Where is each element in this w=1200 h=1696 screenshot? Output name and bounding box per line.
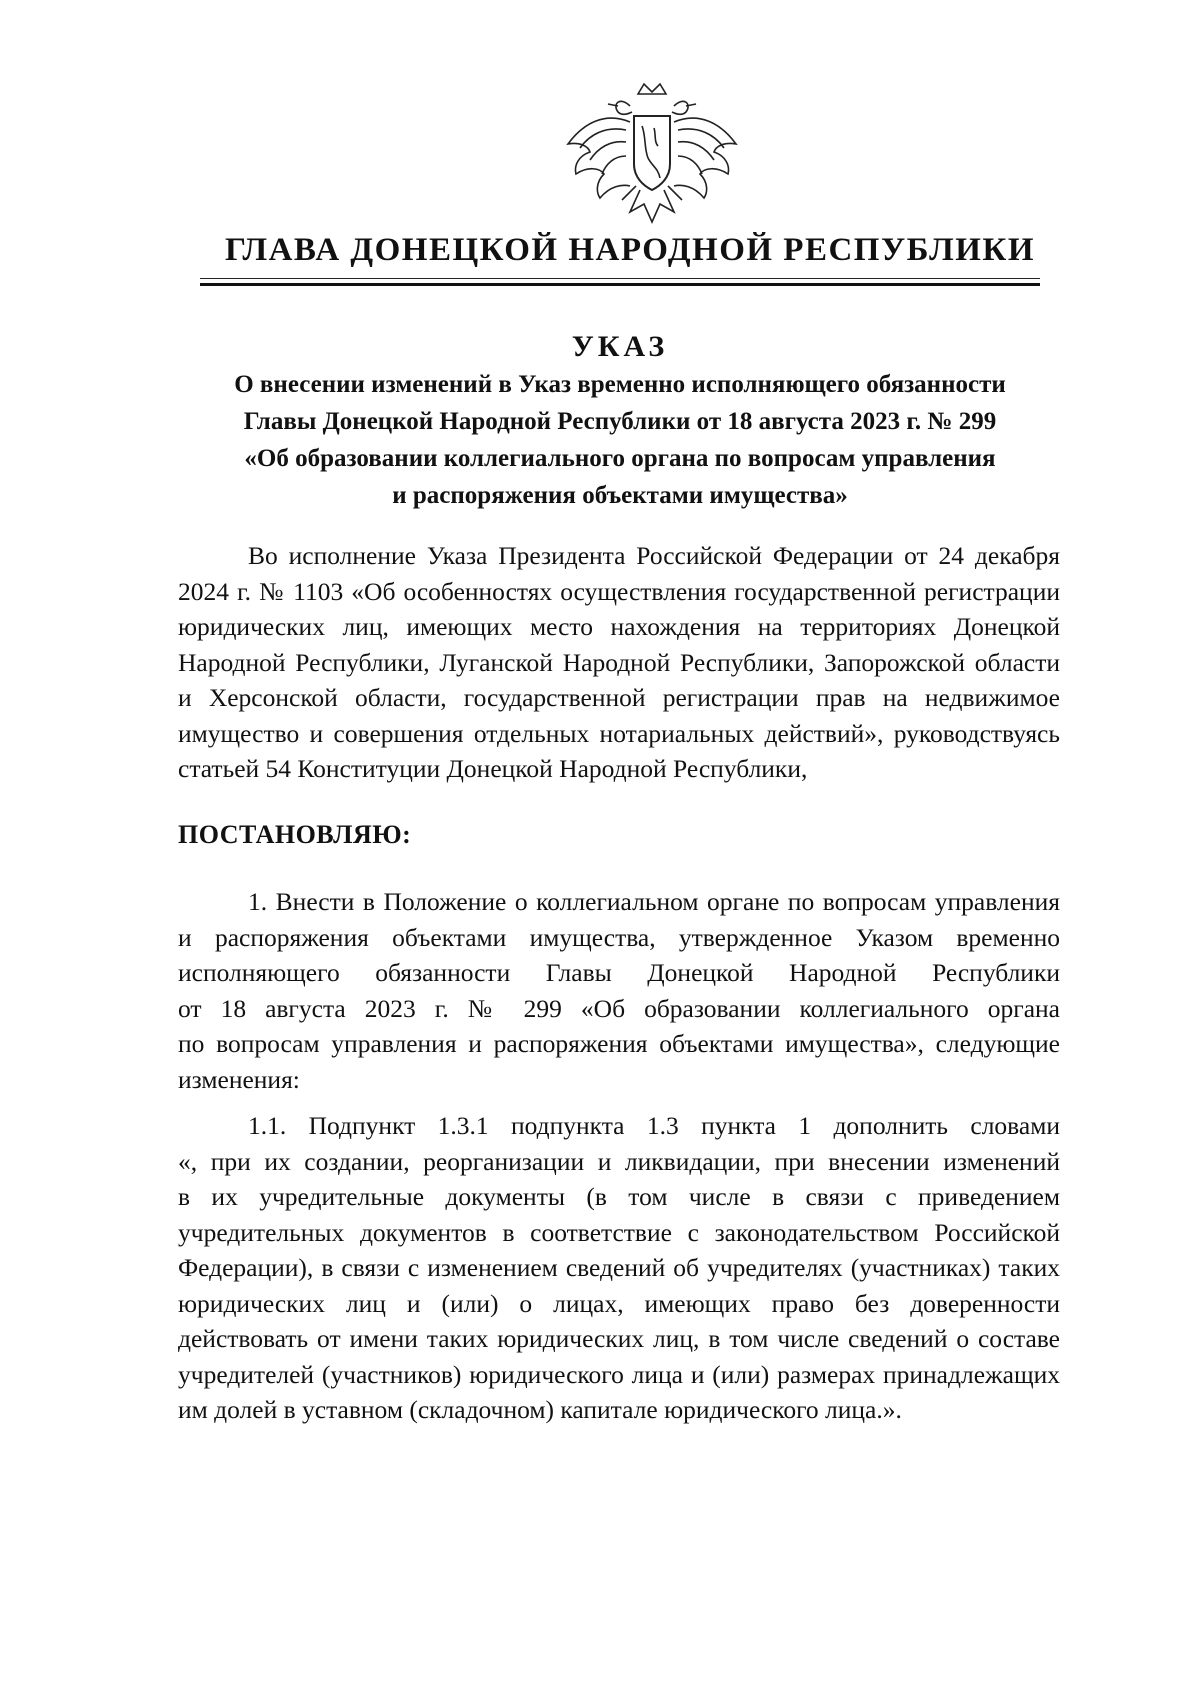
text-line: 1. Внести в Положение о коллегиальном органе по вопросам управления <box>248 887 1060 916</box>
text-line: юридических лиц, имеющих место нахождения на территориях Донецкой <box>178 612 1060 641</box>
text-line: 1.1. Подпункт 1.3.1 подпункта 1.3 пункта 1 дополнить словами <box>248 1111 1060 1140</box>
text-line: Народной Республики, Луганской Народной Республики, Запорожской области <box>178 647 1060 677</box>
text-line: Во исполнение Указа Президента Российской Федерации от 24 декабря <box>248 541 1060 570</box>
header-divider-thick <box>200 283 1040 286</box>
document-type: УКАЗ <box>571 330 669 363</box>
item-1-1-paragraph <box>178 1108 1060 1428</box>
decree-word: ПОСТАНОВЛЯЮ: <box>178 820 412 849</box>
item-1-paragraph <box>178 884 1060 1097</box>
text-line: по вопросам управления и распоряжения объектами имущества», следующие <box>178 1029 1060 1058</box>
text-line: исполняющего обязанности Главы Донецкой Народной Республики <box>178 958 1060 987</box>
text-line: имущество и совершения отдельных нотариальных действий», руководствуясь <box>178 718 1060 748</box>
text-line: 2024 г. № 1103 «Об особенностях осуществления государственной регистрации <box>178 576 1060 606</box>
text-line: Федерации), в связи с изменением сведений об учредителях (участниках) таких <box>178 1253 1060 1282</box>
intro-paragraph <box>178 538 1060 787</box>
text-line: учредительных документов в соответствие с законодательством Российской <box>178 1217 1060 1247</box>
heading-line: Главы Донецкой Народной Республики от 18 августа 2023 г. № 299 <box>243 408 997 435</box>
header-divider-thin <box>200 278 1040 279</box>
text-line: и Херсонской области, государственной регистрации прав на недвижимое <box>178 683 1060 712</box>
issuer-title: ГЛАВА ДОНЕЦКОЙ НАРОДНОЙ РЕСПУБЛИКИ <box>224 232 1036 268</box>
heading-line: «Об образовании коллегиального органа по вопросам управления <box>244 445 996 472</box>
text-line: от 18 августа 2023 г. № 299 «Об образовании коллегиального органа <box>178 993 1060 1023</box>
text-line: действовать от имени таких юридических лиц, в том числе сведений о составе <box>178 1324 1060 1353</box>
text-line: юридических лиц и (или) о лицах, имеющих право без доверенности <box>178 1288 1060 1318</box>
heading-line: О внесении изменений в Указ временно исполняющего обязанности <box>234 371 1006 398</box>
coat-of-arms-icon <box>560 82 744 230</box>
text-line: и распоряжения объектами имущества, утвержденное Указом временно <box>178 922 1060 952</box>
text-line: им долей в уставном (складочном) капитале юридического лица.». <box>178 1395 902 1424</box>
text-line: в их учредительные документы (в том числе в связи с приведением <box>178 1182 1060 1211</box>
document-heading <box>170 366 1070 514</box>
heading-line: и распоряжения объектами имущества» <box>392 482 848 509</box>
text-line: изменения: <box>178 1064 300 1094</box>
text-line: «, при их создании, реорганизации и ликвидации, при внесении изменений <box>178 1146 1060 1176</box>
text-line: учредителей (участников) юридического лица и (или) размерах принадлежащих <box>178 1359 1060 1389</box>
text-line: статьей 54 Конституции Донецкой Народной Республики, <box>178 754 808 783</box>
